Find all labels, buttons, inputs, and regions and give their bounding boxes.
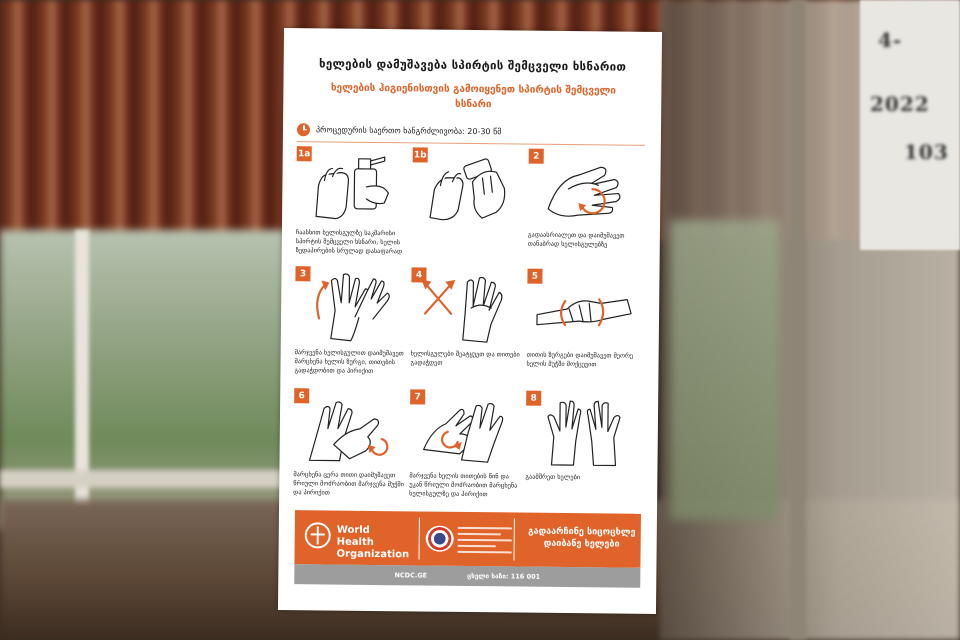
step-text: მარცხენა ცერა თითი დაიმუშავეთ წრიული მოძრაობით მარჯვენა მუჭში და პირიქით — [293, 471, 405, 497]
step-badge: 4 — [411, 267, 426, 282]
footer-slogan: გადაარჩინე სიცოცხლე დაიბანე ხელები — [528, 526, 636, 550]
step-text: გაამშრეთ ხელები — [525, 473, 581, 482]
poster-title: ხელების დამუშავება სპირტის შემცველი ხსნარით — [318, 56, 627, 74]
step-badge: 6 — [294, 388, 309, 403]
step-1a — [296, 146, 413, 265]
step-5 — [526, 269, 643, 388]
step-8 — [525, 391, 642, 510]
thumb-rub-icon — [293, 388, 410, 465]
ncdc-emblem-icon — [426, 526, 454, 552]
step-badge: 3 — [295, 266, 310, 281]
duration-row — [297, 121, 637, 141]
sign-text-1: 4- — [878, 28, 903, 52]
door-post — [790, 0, 806, 640]
rub-palms-icon — [528, 149, 645, 226]
who-emblem-icon — [305, 522, 331, 548]
step-badge: 2 — [529, 149, 544, 164]
website-text: NCDC.GE — [394, 571, 428, 580]
step-4 — [410, 267, 527, 386]
step-text: ხელისგულები შეატყუეთ და თითები გადაჭდეთ — [410, 350, 520, 367]
step-text: გადაასრიალეთ და დაიმუშავეთ თანაბრად ხელისგულებზე — [527, 231, 625, 249]
background-sign — [860, 0, 960, 250]
locked-fingers-icon — [527, 269, 644, 346]
who-line-1: World Health — [336, 524, 374, 549]
interlaced-fingers-icon — [411, 267, 528, 344]
step-2 — [528, 149, 645, 268]
poster-subtitle: ხელების ჰიგიენისთვის გამოიყენეთ სპირტის შემცველი ხსნარი — [330, 82, 617, 111]
step-text: თითის ზურგები დაიმუშავეთ მეორე ხელის მუჭში მოქცევით — [526, 351, 634, 369]
step-3 — [294, 266, 411, 385]
poster-subfooter — [294, 564, 640, 588]
sign-text-2: 2022 — [870, 92, 930, 116]
step-text: მარჯვენა ხელის თითების წინ და უკან წრიული მოძრაობით მარცხენა ხელისგულზე და პირიქით — [409, 472, 518, 499]
ncdc-small-text — [458, 527, 512, 558]
fingertip-rub-icon — [409, 389, 526, 466]
hotline-text: ცხელი ხაზი: 116 001 — [467, 571, 541, 581]
who-wordmark — [336, 524, 410, 562]
step-badge: 5 — [527, 269, 542, 284]
ncdc-logo — [418, 517, 514, 560]
step-badge: 7 — [410, 389, 425, 404]
steps-grid — [293, 146, 645, 510]
step-6 — [293, 388, 410, 507]
window-sill — [0, 470, 300, 488]
bottle-pour-icon — [296, 146, 413, 223]
step-7 — [409, 389, 526, 508]
dry-hands-icon — [525, 391, 642, 468]
step-1b — [412, 147, 529, 266]
step-badge: 1a — [297, 146, 312, 161]
hand-hygiene-poster — [278, 28, 662, 614]
step-text: მარჯვენა ხელისგულით დაიმუშავეთ მარცხენა ხელის ზურგი, თითების გადაჭდობით და პირიქით — [294, 349, 404, 375]
step-badge: 8 — [526, 391, 541, 406]
sign-text-3: 103 — [904, 140, 949, 164]
poster-footer — [294, 510, 641, 568]
reflected-window — [670, 220, 780, 520]
step-text: ჩაასხით ხელისგულზე საკმარისი სპირტის შემცველი ხსნარი, ხელის ზედაპირების სრულად დასაფარად — [295, 229, 403, 256]
who-line-2: Organization — [336, 548, 410, 561]
back-of-hand-icon — [295, 266, 412, 343]
duration-text: პროცედურის საერთო ხანგრძლივობა: 20-30 წმ — [315, 124, 502, 136]
clock-icon — [297, 123, 310, 136]
divider — [297, 141, 645, 146]
step-badge: 1b — [413, 147, 428, 162]
cupped-hand-icon — [412, 147, 529, 224]
